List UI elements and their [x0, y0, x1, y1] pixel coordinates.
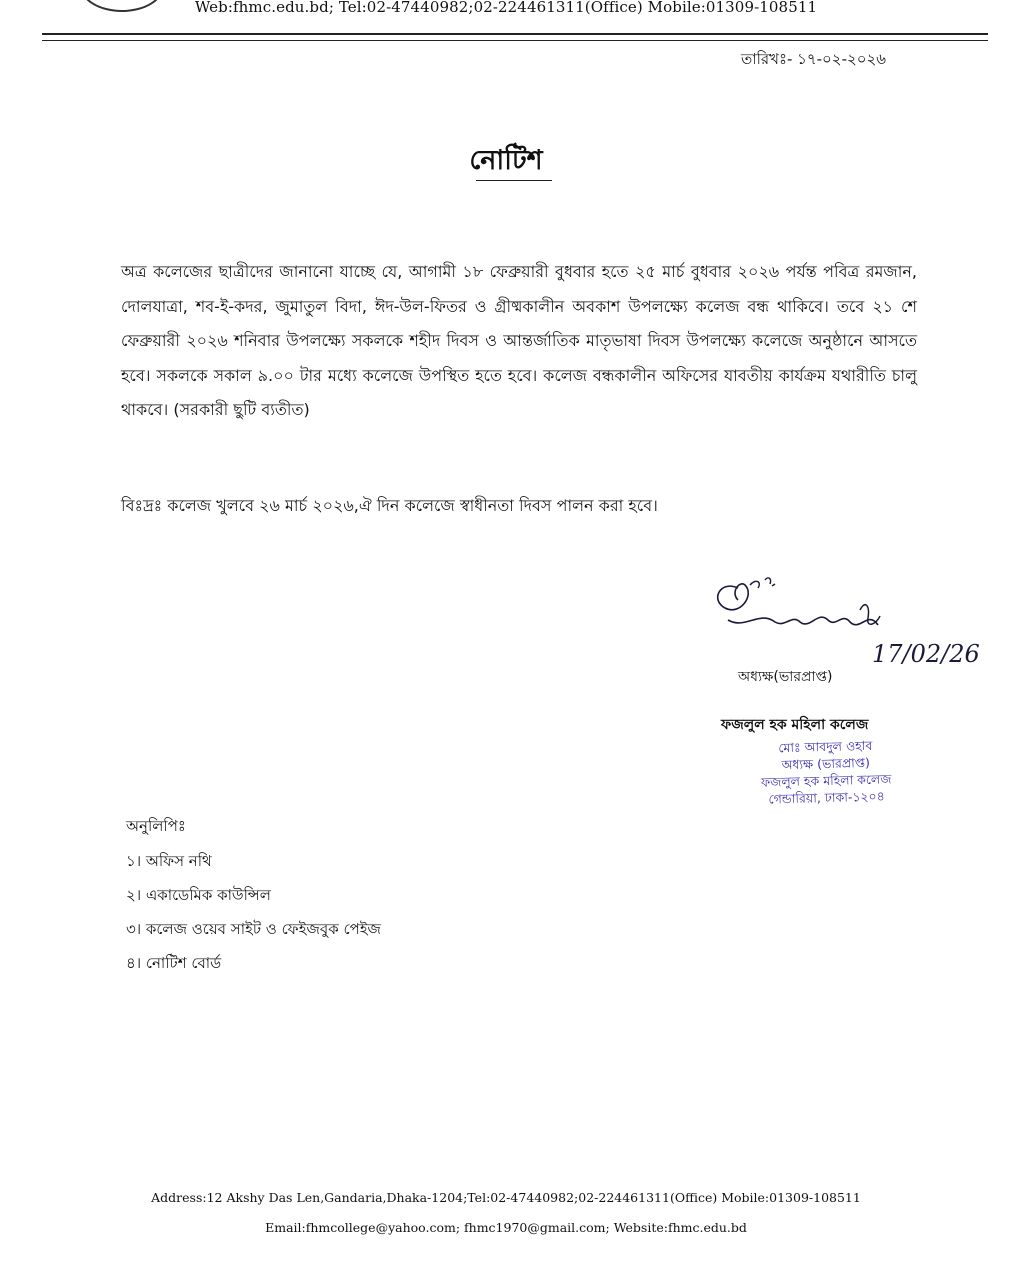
copy-item: ৪। নোটিশ বোর্ড [126, 954, 222, 972]
footer-address: Address:12 Akshy Das Len,Gandaria,Dhaka-1204;Tel:02-47440982;02-224461311(Office) Mobile:01309-108511 [151, 1190, 861, 1205]
header-divider-thin [42, 40, 988, 41]
handwritten-date: 17/02/26 [872, 640, 980, 668]
handwritten-signature [700, 570, 900, 660]
title-underline [476, 180, 552, 181]
copy-item: ২। একাডেমিক কাউন্সিল [126, 886, 271, 904]
notice-date: তারিখঃ- ১৭-০২-২০২৬ [740, 50, 886, 68]
header-contact-line: Web:fhmc.edu.bd; Tel:02-47440982;02-224461311(Office) Mobile:01309-108511 [194, 0, 818, 16]
copy-item: ৩। কলেজ ওয়েব সাইট ও ফেইজবুক পেইজ [126, 920, 381, 938]
official-stamp [715, 735, 937, 809]
stamp-name: মোঃ আবদুল ওহাব [778, 737, 873, 756]
stamp-college: ফজলুল হক মহিলা কলেজ [760, 771, 892, 790]
stamp-location: গেন্ডারিয়া, ঢাকা-১২০৪ [768, 788, 886, 807]
notice-body: অত্র কলেজের ছাত্রীদের জানানো যাচ্ছে যে, আগামী ১৮ ফেব্রুয়ারী বুধবার হতে ২৫ মার্চ বুধবার ২০২৬ পর্যন্ত পবিত্র রমজান, দোলযাত্রা, শব-ই-কদর, জুমাতুল বিদা, ঈদ-উল-ফিতর ও গ্রীষ্মকালীন অবকাশ উপলক্ষ্যে কলেজ বন্ধ থাকিবে। তবে ২১ শে ফেব্রুয়ারী ২০২৬ শনিবার উপলক্ষ্যে সকলকে শহীদ দিবস ও আন্তর্জাতিক মাতৃভাষা দিবস উপলক্ষ্যে কলেজে অনুষ্ঠানে আসতে হবে। সকলকে সকাল ৯.০০ টার মধ্যে কলেজে উপস্থিত হতে হবে। কলেজ বন্ধকালীন অফিসের যাবতীয় কার্যক্রম যথারীতি চালু থাকবে। (সরকারী ছুটি ব্যতীত) [121, 262, 917, 420]
copies-heading: অনুলিপিঃ [126, 817, 186, 835]
college-name: ফজলুল হক মহিলা কলেজ [721, 717, 869, 733]
footer-contact: Email:fhmcollege@yahoo.com; fhmc1970@gmail.com; Website:fhmc.edu.bd [265, 1220, 747, 1235]
signatory-title: অধ্যক্ষ(ভারপ্রাপ্ত) [738, 669, 833, 685]
header-divider [42, 33, 988, 35]
notice-note: বিঃদ্রঃ কলেজ খুলবে ২৬ মার্চ ২০২৬,ঐ দিন কলেজে স্বাধীনতা দিবস পালন করা হবে। [121, 496, 658, 515]
copy-item: ১। অফিস নথি [126, 852, 212, 870]
notice-title: নোটিশ [469, 145, 543, 176]
stamp-designation: অধ্যক্ষ (ভারপ্রাপ্ত) [781, 754, 871, 773]
